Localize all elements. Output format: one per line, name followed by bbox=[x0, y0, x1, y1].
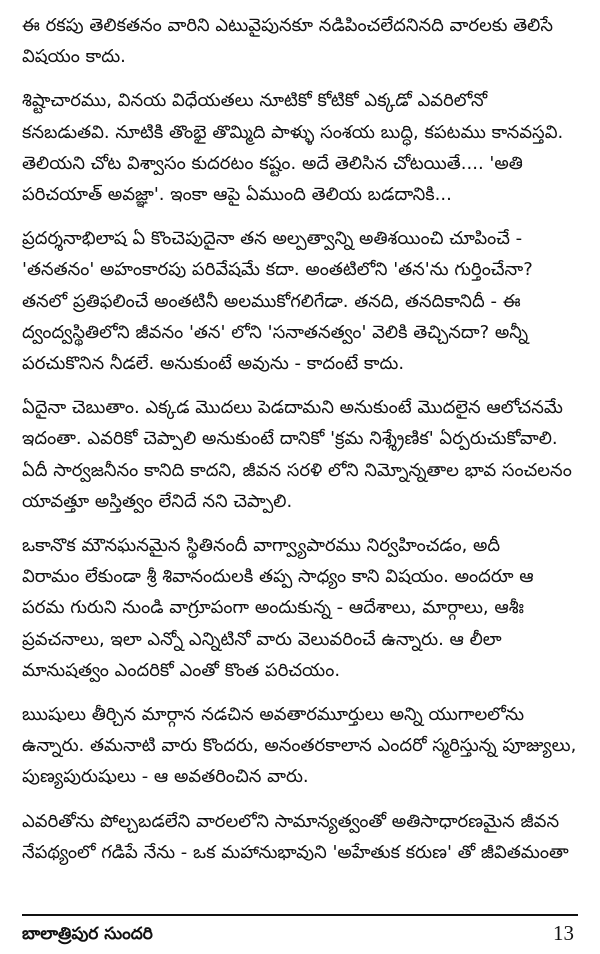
paragraph bbox=[22, 223, 578, 379]
text-line: పరమ గురుని నుండి వాగ్రూపంగా అందుకున్న - ఆదేశాలు, మార్గాలు, ఆశీః bbox=[22, 597, 524, 619]
text-line: పరచుకొనిన నీడలే. అనుకుంటే అవును - కాదంటే కాదు. bbox=[22, 353, 405, 375]
text-line: నేపథ్యంలో గడిపే నేను - ఒక మహానుభావుని 'అహేతుక కరుణ' తో జీవితమంతా bbox=[22, 841, 569, 863]
running-head: బాలాత్రిపుర సుందరి bbox=[22, 924, 153, 944]
paragraph bbox=[22, 530, 578, 686]
text-line: ఏదైనా చెబుతాం. ఎక్కడ మొదలు పెడదామని అనుకుంటే మొదలైన ఆలోచనమే bbox=[22, 397, 563, 419]
text-line: పుణ్యపురుషులు - ఆ అవతరించిన వారు. bbox=[22, 766, 309, 788]
paragraph bbox=[22, 699, 578, 793]
text-line: తెలియని చోట విశ్వాసం కుదరటం కష్టం. అదే తెలిసిన చోటయితే.... 'అతి bbox=[22, 152, 523, 174]
text-line: తనలో ప్రతిఫలించే అంతటినీ అలముకోగలిగేడా. తనది, తనదికానిదీ - ఈ bbox=[22, 290, 521, 312]
page-number: 13 bbox=[553, 921, 574, 945]
text-line: ప్రవచనాలు, ఇలా ఎన్నో ఎన్నిటినో వారు వెలువరించే ఉన్నారు. ఆ లీలా bbox=[22, 628, 502, 650]
text-line: యావత్తూ అస్తిత్వం లేనిదే నని చెప్పాలి. bbox=[22, 490, 293, 512]
page-footer bbox=[22, 920, 578, 948]
paragraph bbox=[22, 392, 578, 517]
paragraph bbox=[22, 10, 578, 72]
text-line: విషయం కాదు. bbox=[22, 46, 126, 68]
text-line: ఋషులు తీర్చిన మార్గాన నడచిన అవతారమూర్తులు అన్ని యుగాలలోను bbox=[22, 704, 525, 726]
text-line: పరిచయాత్ అవజ్ఞా'. ఇంకా ఆపై ఏముంది తెలియ బడదానికి... bbox=[22, 184, 452, 206]
text-line: ఈ రకపు తెలికతనం వారిని ఎటువైపునకూ నడిపించలేదనినది వారలకు తెలిసే bbox=[22, 15, 554, 36]
text-line: ప్రదర్శనాభిలాష ఏ కొంచెపుదైనా తన అల్పత్వాన్ని అతిశయించి చూపించే - bbox=[22, 228, 523, 250]
text-line: ఇదంతా. ఎవరికో చెప్పాలి అనుకుంటే దానికో 'క్రమ నిశ్శ్రేణిక' ఏర్పరుచుకోవాలి. bbox=[22, 428, 558, 450]
text-line: విరామం లేకుండా శ్రీ శివానందులకి తప్ప సాధ్యం కాని విషయం. అందరూ ఆ bbox=[22, 566, 534, 588]
text-line: ఒకానొక మౌనఘనమైన స్థితినందీ వాగ్వ్యాపారము నిర్వహించడం, అదీ bbox=[22, 535, 501, 557]
paragraph bbox=[22, 806, 578, 868]
text-line: మానుషత్వం ఎందరికో ఎంతో కొంత పరిచయం. bbox=[22, 659, 341, 681]
text-line: 'తనతనం' అహంకారపు పరివేషమే కదా. అంతటిలోని 'తన'ను గుర్తించేనా? bbox=[22, 259, 533, 281]
text-line: ఉన్నారు. తమనాటి వారు కొందరు, అనంతరకాలాన ఎందరో స్మరిస్తున్న పూజ్యులు, bbox=[22, 735, 577, 757]
text-line: ఏదీ సార్వజనీనం కానిది కాదని, జీవన సరళి లోని నిమ్నోన్నతాల భావ సంచలనం bbox=[22, 459, 572, 481]
footer-divider bbox=[22, 914, 578, 916]
text-line: ఎవరితోను పోల్చబడలేని వారలలోని సామాన్యత్వంతో అతిసాధారణమైన జీవన bbox=[22, 810, 560, 832]
text-line: కనబడుతవి. నూటికి తొంభై తొమ్మిది పాళ్ళు సంశయ బుద్ధి, కపటము కానవస్తవి. bbox=[22, 121, 564, 143]
paragraph bbox=[22, 85, 578, 210]
text-line: శిష్టాచారము, వినయ విధేయతలు నూటికో కోటికో ఎక్కడో ఎవరిలోనో bbox=[22, 90, 488, 112]
text-line: ద్వంద్వస్థితిలోని జీవనం 'తన' లోని 'సనాతనత్వం' వెలికి తెచ్చినదా? అన్నీ bbox=[22, 321, 529, 343]
book-page-body bbox=[22, 10, 578, 881]
